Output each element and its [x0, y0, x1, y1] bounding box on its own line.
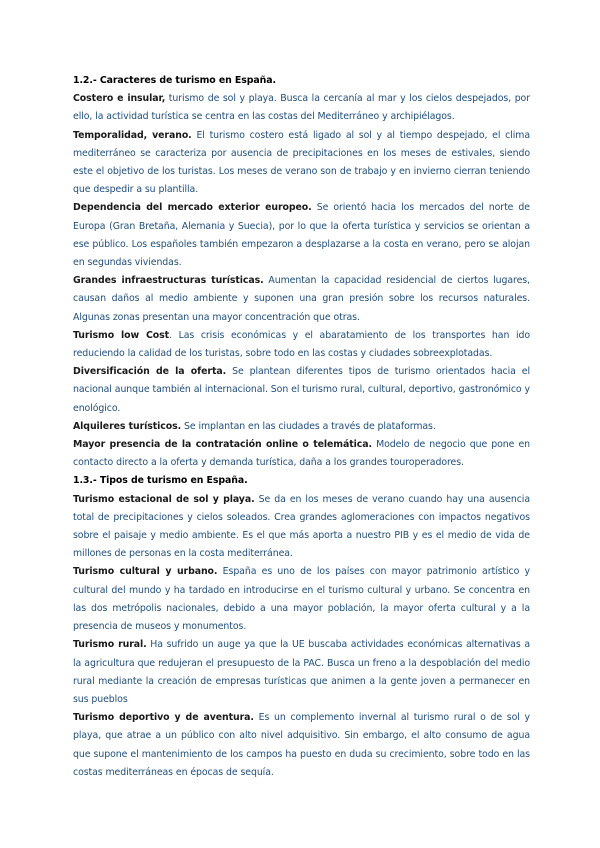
- term-low-cost: Turismo low Cost: [73, 329, 170, 341]
- term-sol-playa: Turismo estacional de sol y playa.: [73, 493, 255, 505]
- paragraph-infraestructuras: [73, 272, 530, 327]
- term-temporalidad: Temporalidad, verano.: [73, 129, 192, 141]
- paragraph-dependencia: [73, 199, 530, 272]
- paragraph-temporalidad: [73, 127, 530, 200]
- text-diversificacion: Se plantean diferentes tipos de turismo orientados hacia el nacional aunque también al internacional. Son el turismo rural, cultural, deportivo, gastronómico y enológico.: [73, 366, 530, 414]
- paragraph-deportivo: [73, 709, 530, 782]
- text-low-cost: . Las crisis económicas y el abaratamiento de los transportes han ido reduciendo la calidad de los turistas, sobre todo en las costas y ciudades sobreexplotadas.: [73, 329, 530, 360]
- text-sol-playa: Se da en los meses de verano cuando hay una ausencia total de precipitaciones y cielos soleados. Crea grandes aglomeraciones con impactos negativos sobre el paisaje y medio ambiente. Es el que más aporta a nuestro PIB y es el medio de vida de millones de personas en la costa mediterránea.: [73, 493, 530, 560]
- text-infraestructuras: Aumentan la capacidad residencial de ciertos lugares, causan daños al medio ambiente y suponen una gran presión sobre los recursos naturales. Algunas zonas presentan una mayor concentración que otras.: [73, 275, 530, 323]
- text-dependencia: Se orientó hacia los mercados del norte de Europa (Gran Bretaña, Alemania y Suecia), por lo que la oferta turística y servicios se orientan a ese público. Los españoles también empezaron a desplazarse a la costa en verano, pero se alojan en segundas viviendas.: [73, 202, 530, 269]
- term-diversificacion: Diversificación de la oferta.: [73, 366, 227, 378]
- text-cultural-urbano: España es uno de los países con mayor patrimonio artístico y cultural del mundo y ha tardado en introducirse en el turismo cultural y urbano. Se concentra en las dos metrópolis nacionales, debido a una mayor población, la mayor oferta cultural y a la presencia de museos y monumentos.: [73, 566, 530, 633]
- term-costero: Costero e insular,: [73, 93, 166, 105]
- term-deportivo: Turismo deportivo y de aventura.: [73, 712, 254, 724]
- text-alquileres: Se implantan en las ciudades a través de plataformas.: [181, 420, 436, 432]
- paragraph-costero: [73, 90, 530, 126]
- term-infraestructuras: Grandes infraestructuras turísticas.: [73, 275, 264, 287]
- term-alquileres: Alquileres turísticos.: [73, 420, 182, 432]
- term-contratacion-online: Mayor presencia de la contratación online o telemática.: [73, 439, 372, 451]
- text-deportivo: Es un complemento invernal al turismo rural o de sol y playa, que atrae a un público con alto nivel adquisitivo. Sin embargo, el alto consumo de agua que supone el mantenimiento de los campos ha puesto en duda su crecimiento, sobre todo en las costas mediterráneas en épocas de sequía.: [73, 712, 530, 778]
- term-cultural-urbano: Turismo cultural y urbano.: [73, 566, 218, 578]
- paragraph-diversificacion: [73, 363, 530, 418]
- term-rural: Turismo rural.: [73, 639, 147, 651]
- paragraph-low-cost: [73, 327, 530, 363]
- paragraph-sol-playa: [73, 491, 530, 564]
- section-heading-tipos: 1.3.- Tipos de turismo en España.: [73, 475, 248, 487]
- text-rural: Ha sufrido un auge ya que la UE buscaba actividades económicas alternativas a la agricultura que redujeran el presupuesto de la PAC. Busca un freno a la despoblación del medio rural mediante la creación de empresas turísticas que animen a la gente joven a permanecer en sus pueblos: [73, 639, 530, 705]
- section-heading-caracteres: 1.2.- Caracteres de turismo en España.: [73, 75, 276, 86]
- document-body: [73, 72, 530, 782]
- text-temporalidad: El turismo costero está ligado al sol y al tiempo despejado, el clima mediterráneo se caracteriza por ausencia de precipitaciones en los meses de estivales, siendo este el objetivo de los turistas. Los meses de verano son de trabajo y en invierno cierran teniendo que despedir a su plantilla.: [73, 129, 531, 196]
- paragraph-contratacion-online: [73, 436, 530, 472]
- text-costero: turismo de sol y playa. Busca la cercanía al mar y los cielos despejados, por ello, la actividad turística se centra en las costas del Mediterráneo y archipiélagos.: [73, 93, 530, 123]
- term-dependencia: Dependencia del mercado exterior europeo.: [73, 202, 312, 214]
- paragraph-cultural-urbano: [73, 563, 530, 636]
- paragraph-alquileres: [73, 418, 530, 436]
- text-contratacion-online: Modelo de negocio que pone en contacto directo a la oferta y demanda turística, daña a los grandes touroperadores.: [73, 439, 530, 469]
- paragraph-rural: [73, 636, 530, 709]
